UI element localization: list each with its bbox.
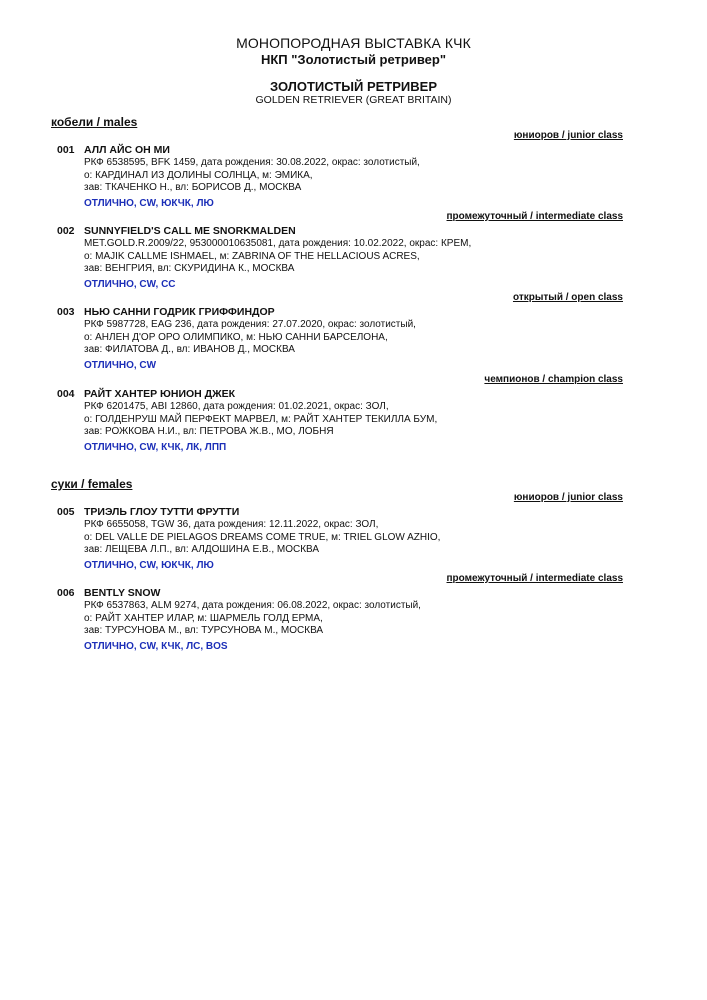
dog-name: АЛЛ АЙС ОН МИ [84, 144, 170, 156]
entry-number: 004 [57, 388, 75, 400]
result-line: ОТЛИЧНО, CW, CC [84, 278, 176, 290]
entry-head [57, 306, 657, 319]
breed-heading [0, 79, 707, 107]
parents-line: о: MAJIK CALLME ISHMAEL, м: ZABRINA OF THE HELLACIOUS ACRES, [84, 250, 420, 262]
entry [57, 306, 657, 372]
registration-line: РКФ 5987728, EAG 236, дата рождения: 27.07.2020, окрас: золотистый, [84, 319, 416, 330]
class-heading-champion: чемпионов / champion class [484, 374, 623, 385]
breeder-owner-line: зав: ТКАЧЕНКО Н., вл: БОРИСОВ Д., МОСКВА [84, 182, 302, 193]
class-heading-intermediate: промежуточный / intermediate class [446, 573, 623, 584]
entry-number: 005 [57, 506, 75, 518]
breed-name-en: GOLDEN RETRIEVER (GREAT BRITAIN) [255, 94, 452, 106]
entry-head [57, 506, 657, 519]
result-line: ОТЛИЧНО, CW, ЮКЧК, ЛЮ [84, 559, 214, 571]
entry-number: 002 [57, 225, 75, 237]
entry [57, 587, 657, 653]
dog-name: НЬЮ САННИ ГОДРИК ГРИФФИНДОР [84, 306, 275, 318]
entry-number: 003 [57, 306, 75, 318]
entry [57, 144, 657, 210]
breeder-owner-line: зав: РОЖКОВА Н.И., вл: ПЕТРОВА Ж.В., МО, ЛОБНЯ [84, 426, 334, 437]
dog-name: SUNNYFIELD'S CALL ME SNORKMALDEN [84, 225, 296, 237]
entry-number: 001 [57, 144, 75, 156]
dog-name: РАЙТ ХАНТЕР ЮНИОН ДЖЕК [84, 388, 236, 400]
breeder-owner-line: зав: ФИЛАТОВА Д., вл: ИВАНОВ Д., МОСКВА [84, 344, 295, 355]
entry [57, 506, 657, 572]
section-males: кобели / males [51, 115, 138, 129]
result-line: ОТЛИЧНО, CW, КЧК, ЛК, ЛПП [84, 441, 227, 453]
result-line: ОТЛИЧНО, CW [84, 359, 157, 371]
document-header [0, 35, 707, 68]
breeder-owner-line: зав: ТУРСУНОВА М., вл: ТУРСУНОВА М., МОСКВА [84, 625, 324, 636]
entry-head [57, 144, 657, 157]
parents-line: о: РАЙТ ХАНТЕР ИЛАР, м: ШАРМЕЛЬ ГОЛД ЕРМА, [84, 612, 323, 624]
dog-name: BENTLY SNOW [84, 587, 161, 599]
breeder-owner-line: зав: ВЕНГРИЯ, вл: СКУРИДИНА К., МОСКВА [84, 263, 295, 274]
registration-line: РКФ 6201475, ABI 12860, дата рождения: 01.02.2021, окрас: ЗОЛ, [84, 401, 389, 412]
class-heading-junior: юниоров / junior class [513, 130, 623, 141]
parents-line: о: КАРДИНАЛ ИЗ ДОЛИНЫ СОЛНЦА, м: ЭМИКА, [84, 169, 313, 181]
entry [57, 225, 657, 291]
parents-line: о: ГОЛДЕНРУШ МАЙ ПЕРФЕКТ МАРВЕЛ, м: РАЙТ ХАНТЕР ТЕКИЛЛА БУМ, [84, 413, 438, 425]
breeder-owner-line: зав: ЛЕЩЕВА Л.П., вл: АЛДОШИНА Е.В., МОСКВА [84, 544, 320, 555]
registration-line: РКФ 6537863, ALM 9274, дата рождения: 06.08.2022, окрас: золотистый, [84, 600, 421, 611]
parents-line: о: DEL VALLE DE PIELAGOS DREAMS COME TRUE, м: TRIEL GLOW AZHIO, [84, 531, 441, 543]
entry-number: 006 [57, 587, 75, 599]
class-heading-intermediate: промежуточный / intermediate class [446, 211, 623, 222]
result-line: ОТЛИЧНО, CW, КЧК, ЛС, BOS [84, 640, 228, 652]
registration-line: РКФ 6655058, TGW 36, дата рождения: 12.11.2022, окрас: ЗОЛ, [84, 519, 379, 530]
registration-line: РКФ 6538595, BFK 1459, дата рождения: 30.08.2022, окрас: золотистый, [84, 157, 420, 168]
entry-head [57, 225, 657, 238]
section-females: суки / females [51, 477, 133, 491]
dog-name: ТРИЭЛЬ ГЛОУ ТУТТИ ФРУТТИ [84, 506, 240, 518]
club-name: НКП "Золотистый ретривер" [260, 52, 447, 67]
show-title: МОНОПОРОДНАЯ ВЫСТАВКА КЧК [236, 35, 471, 51]
breed-name-ru: ЗОЛОТИСТЫЙ РЕТРИВЕР [270, 79, 437, 94]
class-heading-open: открытый / open class [512, 292, 623, 303]
registration-line: MET.GOLD.R.2009/22, 953000010635081, дата рождения: 10.02.2022, окрас: КРЕМ, [84, 238, 472, 249]
entry-head [57, 388, 657, 401]
class-heading-junior: юниоров / junior class [513, 492, 623, 503]
result-line: ОТЛИЧНО, CW, ЮКЧК, ЛЮ [84, 197, 214, 209]
parents-line: о: АНЛЕН Д'ОР ОРО ОЛИМПИКО, м: НЬЮ САННИ БАРСЕЛОНА, [84, 331, 388, 343]
entry [57, 388, 657, 454]
entry-head [57, 587, 657, 600]
